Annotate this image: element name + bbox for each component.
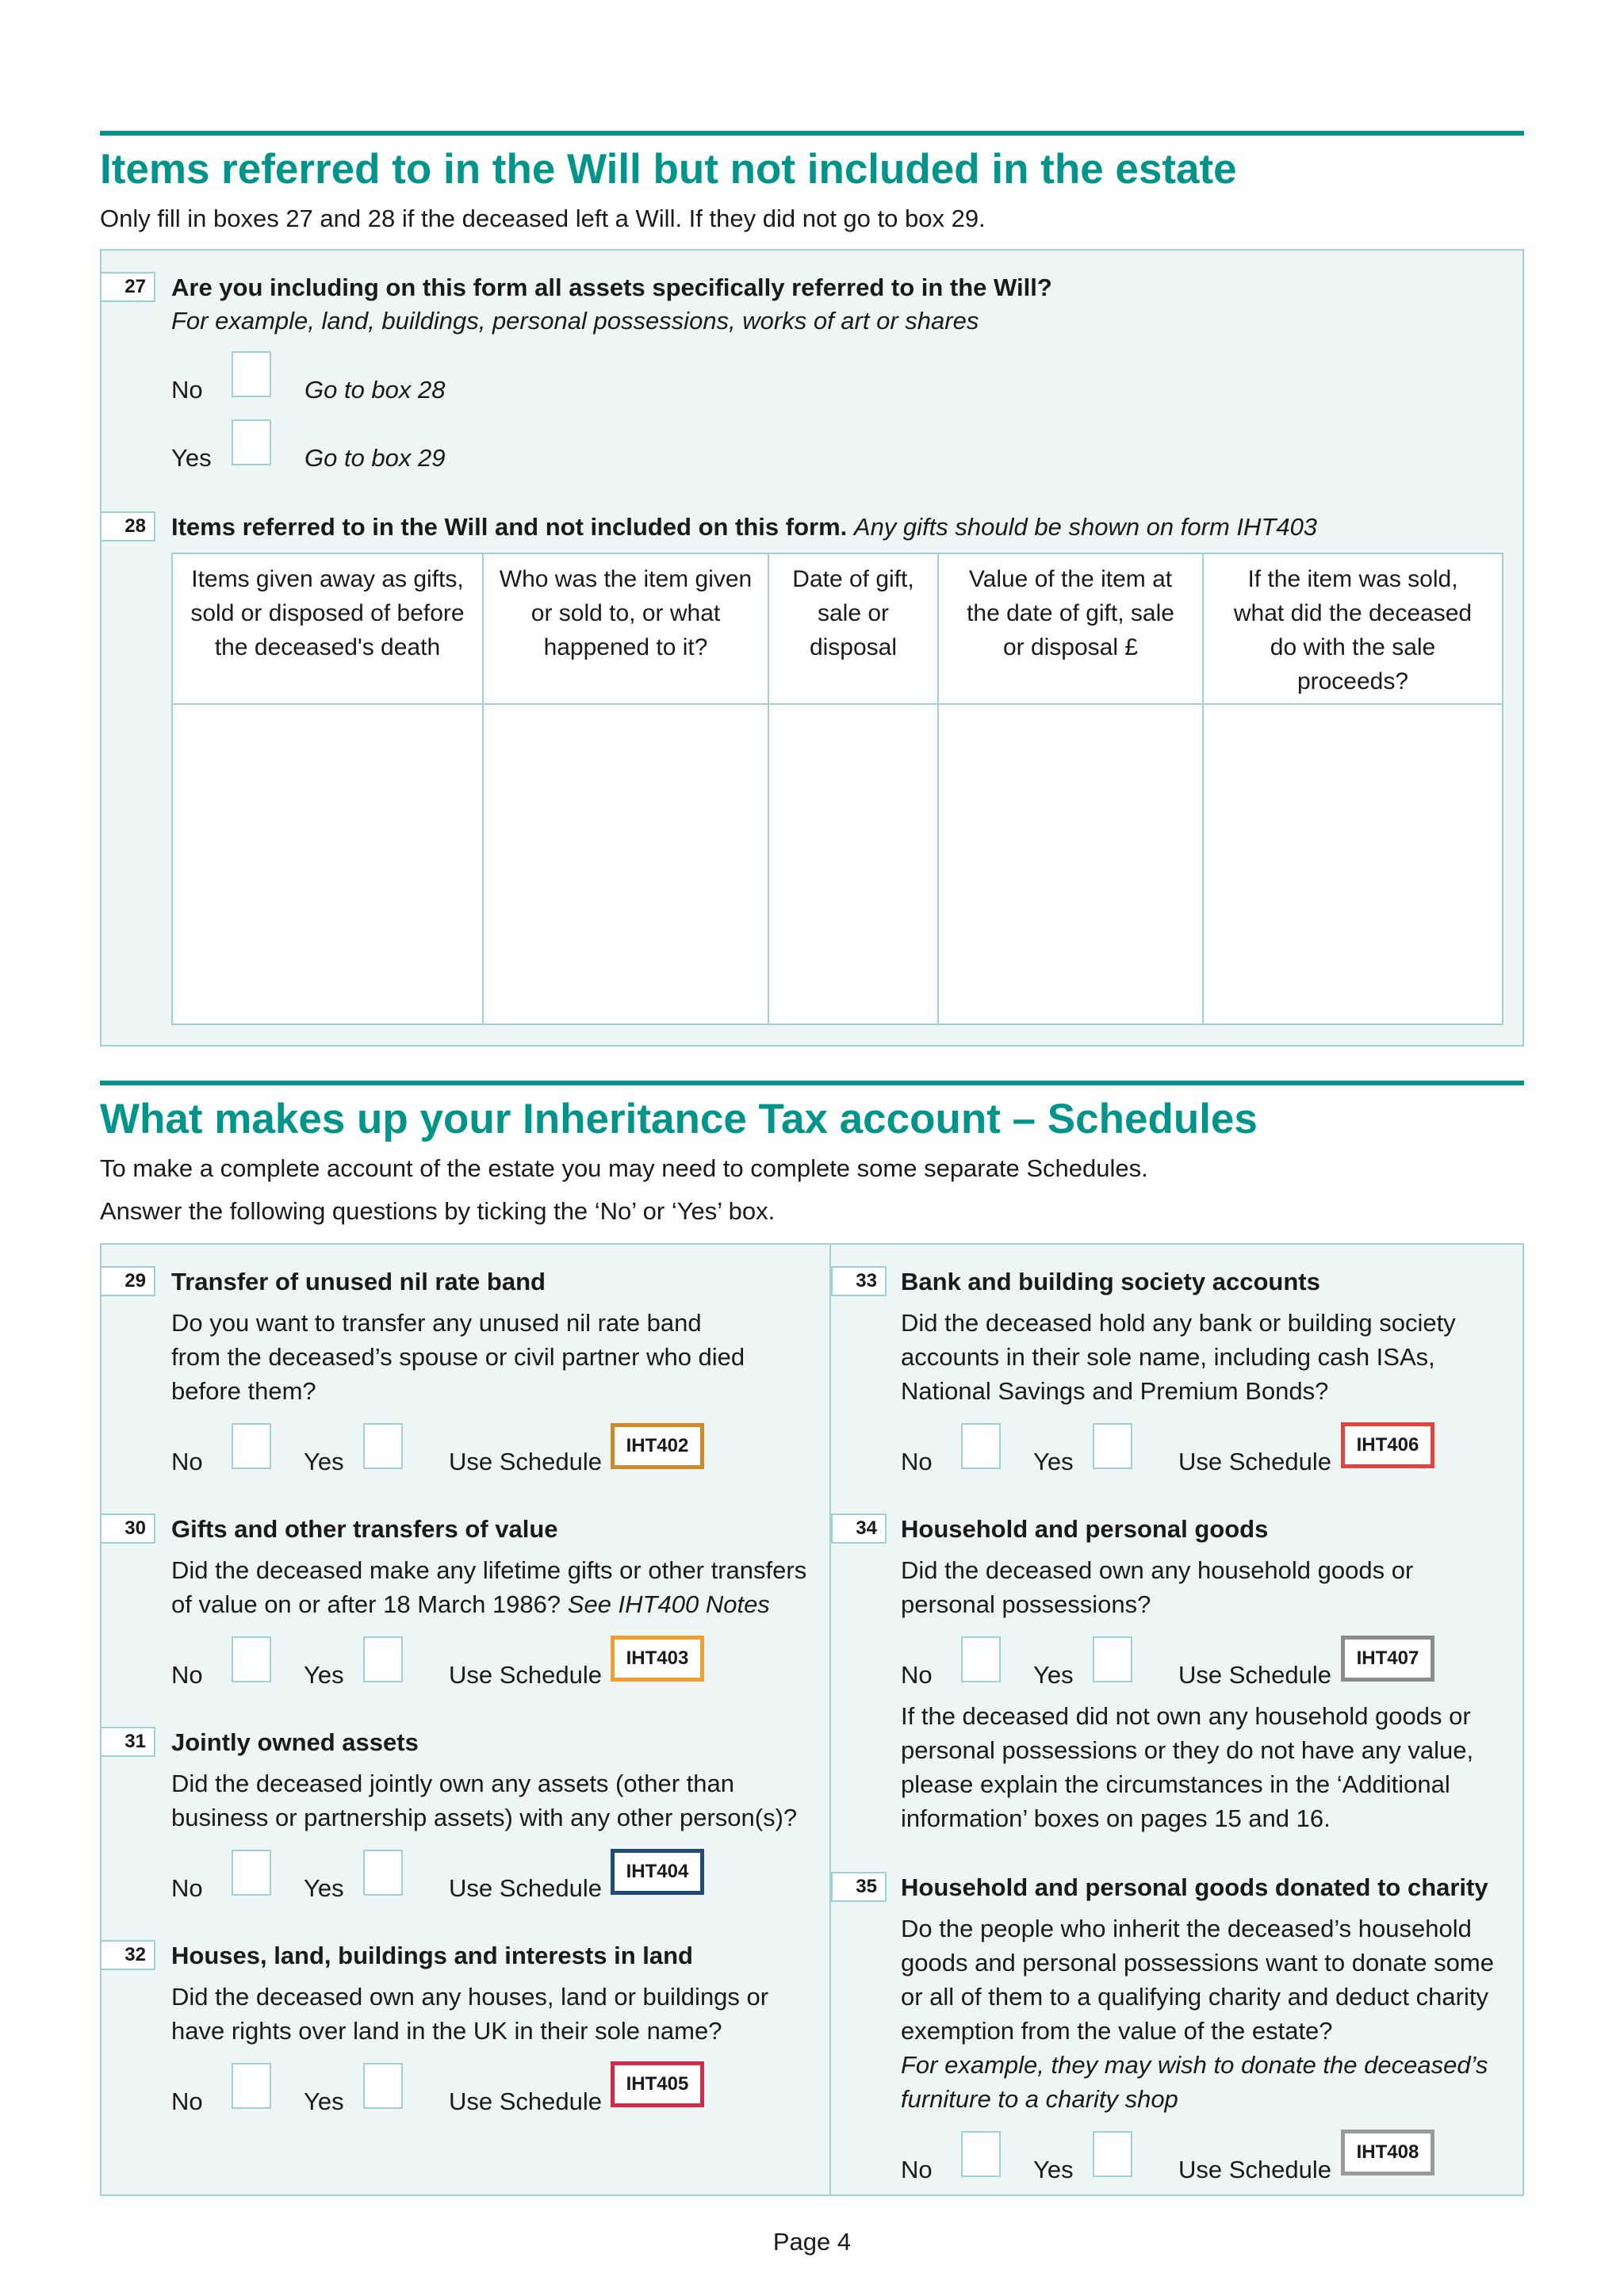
q34-no-label: No — [901, 1661, 933, 1689]
section-title-will: Items referred to in the Will but not included in the estate — [100, 146, 1237, 193]
q35-use-schedule-label: Use Schedule — [1178, 2156, 1332, 2183]
box-number-35: 35 — [831, 1872, 887, 1902]
q33-no-checkbox[interactable] — [961, 1423, 1001, 1469]
question-34-after-line-2: personal possessions or they do not have any value, — [901, 1736, 1474, 1764]
q29-no-label: No — [171, 1448, 203, 1475]
q27-no-checkbox[interactable] — [232, 351, 271, 397]
question-31-line-2: business or partnership assets) with any other person(s)? — [171, 1804, 798, 1831]
q29-use-schedule-label: Use Schedule — [449, 1448, 603, 1475]
question-34-after-line-1: If the deceased did not own any household goods or — [901, 1702, 1471, 1730]
q35-yes-checkbox[interactable] — [1093, 2131, 1132, 2177]
q34-no-checkbox[interactable] — [961, 1636, 1001, 1682]
q30-yes-checkbox[interactable] — [363, 1636, 403, 1682]
q31-no-label: No — [171, 1874, 203, 1902]
section-intro-schedules-2: Answer the following questions by ticking the ‘No’ or ‘Yes’ box. — [100, 1197, 776, 1225]
box-number-31: 31 — [100, 1727, 155, 1757]
q34-use-schedule-label: Use Schedule — [1178, 1661, 1332, 1689]
question-30-notes-ref: See IHT400 Notes — [567, 1590, 770, 1618]
schedule-badge-iht405: IHT405 — [611, 2061, 704, 2107]
question-28-title: Items referred to in the Will and not included on this form. — [171, 513, 848, 541]
q29-yes-checkbox[interactable] — [363, 1423, 403, 1469]
q27-no-label: No — [171, 376, 203, 404]
table-cell-proceeds[interactable] — [1204, 705, 1502, 1024]
box-number-28: 28 — [100, 511, 155, 541]
box-number-33: 33 — [831, 1266, 887, 1296]
question-30-line-2 — [171, 1587, 770, 1621]
question-29-line-2: from the deceased’s spouse or civil partner who died — [171, 1343, 745, 1371]
question-30-line-2-text: of value on or after 18 March 1986? — [171, 1590, 561, 1618]
question-29-line-1: Do you want to transfer any unused nil rate band — [171, 1309, 702, 1337]
section-intro-schedules-1: To make a complete account of the estate you may need to complete some separate Schedules. — [100, 1154, 1148, 1182]
page-number: Page 4 — [772, 2228, 852, 2256]
table-cell-value[interactable] — [939, 705, 1204, 1024]
schedule-badge-iht406: IHT406 — [1341, 1422, 1434, 1468]
question-30-title: Gifts and other transfers of value — [171, 1515, 558, 1543]
section-rule — [100, 1081, 1524, 1085]
question-28-note: Any gifts should be shown on form IHT403 — [853, 513, 1318, 541]
question-29-title: Transfer of unused nil rate band — [171, 1268, 546, 1295]
q30-no-checkbox[interactable] — [232, 1636, 271, 1682]
q29-no-checkbox[interactable] — [232, 1423, 271, 1469]
question-35-line-1: Do the people who inherit the deceased’s household — [901, 1915, 1472, 1942]
q27-yes-label: Yes — [171, 444, 212, 472]
q32-no-label: No — [171, 2087, 203, 2115]
table-header-value: Value of the item at the date of gift, sale or disposal £ — [939, 554, 1204, 705]
box-number-32: 32 — [100, 1940, 155, 1970]
column-divider — [829, 1243, 831, 2196]
q27-no-goto: Go to box 28 — [304, 376, 446, 404]
q27-yes-goto: Go to box 29 — [304, 444, 446, 472]
box-number-30: 30 — [100, 1513, 155, 1544]
q30-no-label: No — [171, 1661, 203, 1689]
box-number-27: 27 — [100, 272, 155, 302]
table-header-recipient: Who was the item given or sold to, or what happened to it? — [484, 554, 769, 705]
q32-yes-label: Yes — [304, 2087, 344, 2115]
q31-yes-label: Yes — [304, 1874, 344, 1902]
question-30-line-1: Did the deceased make any lifetime gifts or other transfers — [171, 1556, 807, 1584]
q33-yes-label: Yes — [1033, 1448, 1074, 1475]
q33-no-label: No — [901, 1448, 933, 1475]
question-32-title: Houses, land, buildings and interests in land — [171, 1942, 693, 1969]
question-35-line-4: exemption from the value of the estate? — [901, 2017, 1333, 2045]
question-34-line-2: personal possessions? — [901, 1590, 1151, 1618]
question-33-line-3: National Savings and Premium Bonds? — [901, 1377, 1329, 1405]
q32-yes-checkbox[interactable] — [363, 2063, 403, 2109]
question-27: Are you including on this form all assets specifically referred to in the Will? — [171, 274, 1052, 301]
question-31-title: Jointly owned assets — [171, 1728, 419, 1756]
question-34-title: Household and personal goods — [901, 1515, 1269, 1543]
table-header-date: Date of gift, sale or disposal — [769, 554, 939, 705]
q30-yes-label: Yes — [304, 1661, 344, 1689]
question-34-after-line-3: please explain the circumstances in the ‘Additional — [901, 1770, 1450, 1798]
q35-no-checkbox[interactable] — [961, 2131, 1001, 2177]
schedule-badge-iht407: IHT407 — [1341, 1636, 1434, 1682]
schedule-badge-iht404: IHT404 — [611, 1849, 704, 1895]
question-35-line-2: goods and personal possessions want to donate some — [901, 1949, 1494, 1976]
table-header-proceeds: If the item was sold, what did the deceased do with the sale proceeds? — [1204, 554, 1502, 705]
q34-yes-label: Yes — [1033, 1661, 1074, 1689]
q33-yes-checkbox[interactable] — [1093, 1423, 1132, 1469]
q35-yes-label: Yes — [1033, 2156, 1074, 2183]
section-intro-will: Only fill in boxes 27 and 28 if the deceased left a Will. If they did not go to box 29. — [100, 205, 986, 232]
question-35-example-1: For example, they may wish to donate the deceased’s — [901, 2051, 1488, 2079]
table-cell-date[interactable] — [769, 705, 939, 1024]
question-35-line-3: or all of them to a qualifying charity and deduct charity — [901, 1983, 1488, 2011]
box-number-34: 34 — [831, 1513, 887, 1544]
schedule-badge-iht408: IHT408 — [1341, 2130, 1434, 2175]
question-31-line-1: Did the deceased jointly own any assets (other than — [171, 1770, 734, 1797]
question-34-line-1: Did the deceased own any household goods or — [901, 1556, 1414, 1584]
question-35-example-2: furniture to a charity shop — [901, 2085, 1178, 2113]
question-33-title: Bank and building society accounts — [901, 1268, 1320, 1295]
question-29-line-3: before them? — [171, 1377, 316, 1405]
table-cell-recipient[interactable] — [484, 705, 769, 1024]
table-header-items: Items given away as gifts, sold or disposed of before the deceased's death — [173, 554, 484, 705]
question-34-after-line-4: information’ boxes on pages 15 and 16. — [901, 1804, 1331, 1832]
q30-use-schedule-label: Use Schedule — [449, 1661, 603, 1689]
schedule-badge-iht402: IHT402 — [611, 1423, 704, 1469]
section-title-schedules: What makes up your Inheritance Tax account – Schedules — [100, 1096, 1258, 1142]
question-35-title: Household and personal goods donated to charity — [901, 1873, 1488, 1901]
q33-use-schedule-label: Use Schedule — [1178, 1448, 1332, 1475]
question-33-line-1: Did the deceased hold any bank or building society — [901, 1309, 1456, 1337]
schedule-badge-iht403: IHT403 — [611, 1636, 704, 1682]
q29-yes-label: Yes — [304, 1448, 344, 1475]
q34-yes-checkbox[interactable] — [1093, 1636, 1132, 1682]
question-32-line-2: have rights over land in the UK in their sole name? — [171, 2017, 722, 2045]
table-cell-items[interactable] — [173, 705, 484, 1024]
q31-no-checkbox[interactable] — [232, 1850, 271, 1896]
question-28 — [171, 513, 1317, 541]
q31-use-schedule-label: Use Schedule — [449, 1874, 603, 1902]
section-rule — [100, 131, 1524, 136]
question-32-line-1: Did the deceased own any houses, land or buildings or — [171, 1983, 769, 2011]
q31-yes-checkbox[interactable] — [363, 1850, 403, 1896]
q27-yes-checkbox[interactable] — [232, 419, 271, 465]
q32-use-schedule-label: Use Schedule — [449, 2087, 603, 2115]
q35-no-label: No — [901, 2156, 933, 2183]
will-items-table — [171, 553, 1503, 1025]
q32-no-checkbox[interactable] — [232, 2063, 271, 2109]
box-number-29: 29 — [100, 1266, 155, 1296]
question-27-example: For example, land, buildings, personal possessions, works of art or shares — [171, 307, 979, 335]
question-33-line-2: accounts in their sole name, including cash ISAs, — [901, 1343, 1435, 1371]
